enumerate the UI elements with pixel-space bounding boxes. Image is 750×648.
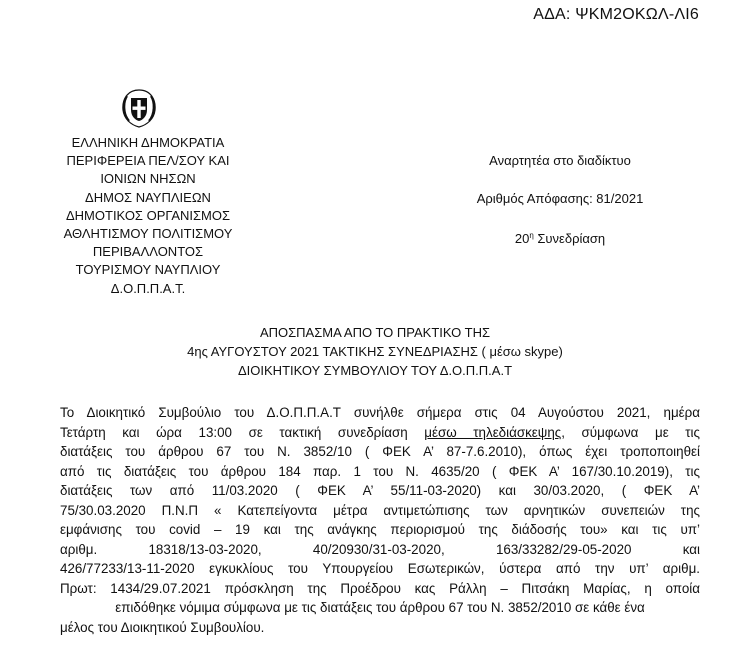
session-number: $20^\eta$ Συνεδρίαση	[514, 231, 606, 246]
decision-info	[400, 151, 720, 248]
body-line: από τις διατάξεις του άρθρου 184 παρ. 1 του Ν. 4635/20 ( ΦΕΚ Α’ 167/30.10.2019), τις	[60, 463, 700, 479]
decision-number: Αριθμός Απόφασης: 81/2021	[476, 191, 644, 206]
body-line: εμφάνισης του covid – 19 και της ανάγκης περιορισμού της διάδοσής του» και τις υπ’	[60, 522, 700, 537]
issuer-line: ΠΕΡΙΒΑΛΛΟΝΤΟΣ	[92, 244, 204, 260]
body-line: αριθμ. 18318/13-03-2020, 40/20930/31-03-2020, 163/33282/29-05-2020 και	[60, 541, 700, 557]
body-line: Πρωτ: 1434/29.07.2021 πρόσκληση της Προέδρου κας Ράλλη – Πιτσάκη Μαρίας, η οποία	[60, 580, 700, 596]
issuer-line: ΔΗΜΟΣ ΝΑΥΠΛΙΕΩΝ	[85, 189, 211, 205]
body-line: μέλος του Διοικητικού Συμβουλίου.	[60, 619, 265, 635]
title-line: ΑΠΟΣΠΑΣΜΑ ΑΠΟ ΤΟ ΠΡΑΚΤΙΚΟ ΤΗΣ	[259, 325, 491, 340]
title-line: 4ης ΑΥΓΟΥΣΤΟΥ 2021 ΤΑΚΤΙΚΗΣ ΣΥΝΕΔΡΙΑΣΗΣ ( μέσω skype)	[187, 344, 563, 359]
posted-notice: Αναρτητέα στο διαδίκτυο	[489, 153, 631, 168]
issuer-line: ΑΘΛΗΤΙΣΜΟΥ ΠΟΛΙΤΙΣΜΟΥ	[63, 226, 233, 242]
issuer-line: ΙΟΝΙΩΝ ΝΗΣΩΝ	[100, 171, 196, 187]
greek-coat-of-arms-icon	[117, 86, 161, 130]
issuer-line: ΤΟΥΡΙΣΜΟΥ ΝΑΥΠΛΙΟΥ	[75, 262, 221, 278]
teleconference-underlined: μέσω τηλεδιάσκεψης,	[424, 424, 565, 440]
issuer-line: ΔΗΜΟΤΙΚΟΣ ΟΡΓΑΝΙΣΜΟΣ	[65, 207, 231, 223]
title-line: ΔΙΟΙΚΗΤΙΚΟΥ ΣΥΜΒΟΥΛΙΟΥ ΤΟΥ Δ.Ο.Π.Π.Α.Τ	[237, 363, 513, 378]
ada-code: ΑΔΑ: ΨΚΜ2ΟΚΩΛ-ΛΙ6	[533, 6, 699, 23]
issuer-line: Δ.Ο.Π.Π.Α.Τ.	[110, 280, 186, 296]
issuer-line: ΠΕΡΙΦΕΡΕΙΑ ΠΕΛ/ΣΟΥ ΚΑΙ	[66, 153, 230, 169]
body-line: 426/77233/13-11-2020 εγκυκλίους του Υπουργείου Εσωτερικών, ύστερα από την υπ’ αριθμ.	[60, 561, 700, 576]
document-title	[0, 323, 750, 380]
body-paragraph	[60, 403, 700, 637]
body-line: Το Διοικητικό Συμβούλιο του Δ.Ο.Π.Π.Α.Τ συνήλθε σήμερα στις 04 Αυγούστου 2021, ημέρα	[60, 405, 700, 420]
issuer-line: ΕΛΛΗΝΙΚΗ ΔΗΜΟΚΡΑΤΙΑ	[71, 135, 225, 150]
body-line: διατάξεις των από 11/03.2020 ( ΦΕΚ Α’ 55/11-03-2020) και 30/03.2020, ( ΦΕΚ Α’	[60, 483, 700, 498]
issuer-block	[58, 134, 238, 298]
body-line: επιδόθηκε νόμιμα σύμφωνα με τις διατάξεις του άρθρου 67 του Ν. 3852/2010 σε κάθε ένα	[115, 600, 645, 615]
body-line: 75/30.03.2020 Π.Ν.Π « Κατεπείγοντα μέτρα αντιμετώπισης των αρνητικών συνεπειών της	[60, 502, 700, 518]
body-line: Τετάρτη και ώρα 13:00 σε τακτική συνεδρίαση μέσω τηλεδιάσκεψης, σύμφωνα με τις	[60, 424, 700, 440]
body-line: διατάξεις του άρθρου 67 του Ν. 3852/10 ( ΦΕΚ Α’ 87-7.6.2010), όπως έχει τροποποιηθεί	[60, 444, 700, 459]
